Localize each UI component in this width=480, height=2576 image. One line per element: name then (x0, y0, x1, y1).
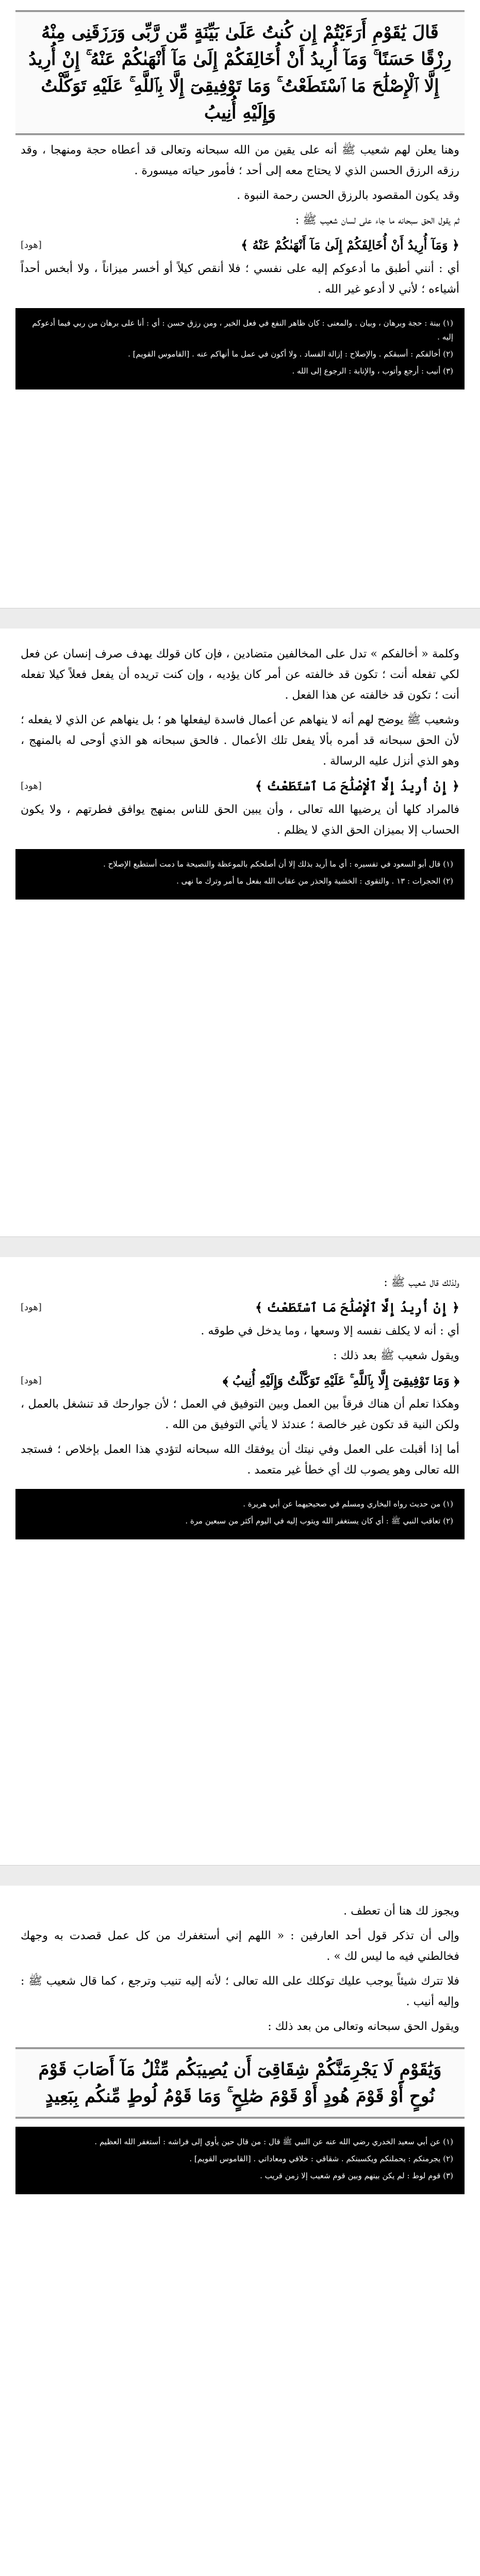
paragraph: ولذلك قال شعيب ﷺ : (384, 1276, 459, 1289)
quote-text: ﴿ وَمَآ أُرِيدُ أَنْ أُخَالِفَكُمْ إِلَىٰ مَآ أَنْهَىٰكُمْ عَنْهُ ﴾ (241, 238, 459, 252)
footnote: (٢) أخالفكم : أسبقكم . والإصلاح : إزالة الفساد . ولا أكون في عمل ما أنهاكم عنه . [القاموس القويم] . (128, 349, 453, 359)
paragraph: فالمراد كلها أن يرضيها الله تعالى ، وأن يبين الحق للناس بمنهج يوافق فطرتهم ، ولا يكون الحساب إلا بميزان الحق الذي لا يظلم . (21, 803, 459, 837)
quote-ref: [هود] (21, 781, 42, 791)
page-divider (0, 608, 480, 630)
body-text (21, 1394, 459, 1481)
body-text (21, 1273, 459, 1293)
quote-ref: [هود] (21, 1302, 42, 1313)
quote-text: ﴿ إِنْ أُرِيدُ إِلَّا ٱلْإِصْلَٰحَ مَا ٱسْتَطَعْتُ ﴾ (255, 778, 459, 793)
page-2 (0, 629, 480, 1236)
footnotes (15, 308, 465, 389)
footnote: (١) قال أبو السعود في تفسيره : أي ما أريد بذلك إلا أن أصلحكم بالموعظة والنصيحة ما دمت أستطيع الإصلاح . (103, 859, 453, 869)
body-text (21, 1321, 459, 1366)
paragraph: وهنا يعلن لهم شعيب ﷺ أنه على يقين من الله سبحانه وتعالى قد أعطاه حجة ومنهجا ، وقد رزقه الرزق الحسن الذي لا يحتاج معه إلى أحد ؛ فأمور حياته ميسورة . (21, 144, 459, 177)
footnote: (١) من حديث رواه البخاري ومسلم في صحيحيهما عن أبي هريرة . (243, 1499, 453, 1509)
footnote: (٣) قوم لوط : لم يكن بينهم وبين قوم شعيب إلا زمن قريب . (260, 2171, 453, 2180)
page-1 (0, 0, 480, 608)
footnotes (15, 849, 465, 900)
paragraph: وإلى أن تذكر قول أحد العارفين : « اللهم إني أستغفرك من كل عمل قصدت به وجهك فخالطني فيه ما ليس لك » . (21, 1929, 459, 1963)
verse-text: وَيَٰقَوْمِ لَا يَجْرِمَنَّكُمْ شِقَاقِىٓ أَن يُصِيبَكُم مِّثْلُ مَآ أَصَابَ قَوْمَ نُوحٍ أَوْ قَوْمَ هُودٍ أَوْ قَوْمَ صَٰلِحٍ ۚ وَمَا قَوْمُ لُوطٍ مِّنكُم بِبَعِيدٍ (38, 2059, 442, 2107)
page-divider (0, 1865, 480, 1887)
paragraph: ويقول شعيب ﷺ بعد ذلك : (333, 1349, 459, 1362)
quote-ref: [هود] (21, 1375, 42, 1386)
paragraph: وشعيب ﷺ يوضح لهم أنه لا ينهاهم عن أعمال فاسدة ليفعلها هو ؛ بل ينهاهم عن الذي لا يفعله ؛ لأن الحق سبحانه قد أمره بألا يفعل تلك الأعمال . فالحق سبحانه هو الذي أوحى له بالمنهج ، وهو الذي أنزل عليه الرسالة . (21, 714, 459, 768)
footnotes (15, 1489, 465, 1539)
footnote: (٣) أنيب : أرجع وأتوب ، والإنابة : الرجوع إلى الله . (292, 366, 453, 376)
paragraph: وهكذا تعلم أن هناك فرقاً بين العمل وبين التوفيق في العمل ؛ لأن جوارحك قد تنشغل بالعمل ، ولكن النية قد تكون غير خالصة ؛ عندئذ لا يأتي التوفيق من الله . (21, 1398, 459, 1431)
body-text (21, 259, 459, 300)
verse-box (15, 2047, 465, 2119)
paragraph: ثم يقول الحق سبحانه ما جاء على لسان شعيب ﷺ : (295, 214, 459, 227)
paragraph: أي : أنني أطبق ما أدعوكم إليه على نفسي ؛ فلا أنقص كيلاً أو أخسر ميزاناً ، ولا أبخس أحداً أشياءه ؛ لأني لا أدعو غير الله . (21, 262, 459, 296)
footnote: (١) بينة : حجة وبرهان ، وبيان . والمعنى : كان ظاهر النفع في فعل الخير ، ومن رزق حسن : أي : أنا على برهان من ربي فيما أدعوكم إليه . (32, 318, 453, 342)
page-4 (0, 1886, 480, 2494)
body-text (21, 1901, 459, 2037)
verse-box (15, 10, 465, 135)
quote (21, 1297, 459, 1318)
quote-text: ﴿ إِنْ أُرِيدُ إِلَّا ٱلْإِصْلَٰحَ مَا ٱسْتَطَعْتُ ﴾ (255, 1300, 459, 1315)
page-3 (0, 1257, 480, 1865)
quote (21, 776, 459, 796)
body-text (21, 644, 459, 772)
paragraph: وقد يكون المقصود بالرزق الحسن رحمة النبوة . (237, 189, 459, 202)
footnote: (١) عن أبي سعيد الخدري رضي الله عنه عن النبي ﷺ قال : من قال حين يأوي إلى فراشه : أستغفر الله العظيم . (94, 2137, 453, 2146)
footnote: (٢) الحجرات : ١٣ . والتقوى : الخشية والحذر من عقاب الله بفعل ما أمر وترك ما نهى . (176, 876, 453, 886)
footnote: (٢) يجرمنكم : يحملنكم ويكسبنكم . شقاقي : خلافي ومعاداتي . [القاموس القويم] . (189, 2154, 453, 2163)
paragraph: ويجوز لك هنا أن تعطف . (343, 1905, 459, 1918)
paragraph: ويقول الحق سبحانه وتعالى من بعد ذلك : (268, 2020, 459, 2033)
quote-text: ﴿ وَمَا تَوْفِيقِىٓ إِلَّا بِٱللَّهِ ۚ عَلَيْهِ تَوَكَّلْتُ وَإِلَيْهِ أُنِيبُ ﴾ (222, 1373, 459, 1388)
footnote: (٢) تعاقب النبي ﷺ : أي كان يستغفر الله ويتوب إليه في اليوم أكثر من سبعين مرة . (185, 1516, 453, 1526)
page-divider (0, 1236, 480, 1258)
verse-text: قَالَ يَٰقَوْمِ أَرَءَيْتُمْ إِن كُنتُ عَلَىٰ بَيِّنَةٍ مِّن رَّبِّى وَرَزَقَنِى مِنْهُ رِزْقًا حَسَنًا ۚ وَمَآ أُرِيدُ أَنْ أُخَالِفَكُمْ إِلَىٰ مَآ أَنْهَىٰكُمْ عَنْهُ ۚ إِنْ أُرِيدُ إِلَّا ٱلْإِصْلَٰحَ مَا ٱسْتَطَعْتُ ۚ وَمَا تَوْفِيقِىٓ إِلَّا بِٱللَّهِ ۚ عَلَيْهِ تَوَكَّلْتُ وَإِلَيْهِ أُنِيبُ (28, 22, 452, 123)
paragraph: أي : أنه لا يكلف نفسه إلا وسعها ، وما يدخل في طوقه . (201, 1325, 459, 1337)
quote (21, 235, 459, 256)
paragraph: فلا تترك شيئاً يوجب عليك توكلك على الله تعالى ؛ لأنه إليه تنيب وترجع ، كما قال شعيب ﷺ : وإليه أنيب . (21, 1975, 459, 2008)
footnotes (15, 2127, 465, 2194)
paragraph: أما إذا أقبلت على العمل وفي نيتك أن يوفقك الله سبحانه لتؤدي هذا العمل بإخلاص ؛ فستجد الله تعالى وهو يصوب لك أي خطأ غير متعمد . (21, 1443, 459, 1477)
body-text (21, 800, 459, 841)
quote-ref: [هود] (21, 240, 42, 250)
body-text (21, 140, 459, 231)
quote (21, 1370, 459, 1391)
paragraph: وكلمة « أخالفكم » تدل على المخالفين متضادين ، فإن كان قولك يهدف صرف إنسان عن فعل لكي تفعله أنت ؛ تكون قد خالفته عن أمر كان يؤديه ، وإن كنت تريده أن يفعل فعلاً كيلا تفعله أنت ؛ تكون قد خالفته عن هذا الفعل . (21, 648, 459, 702)
